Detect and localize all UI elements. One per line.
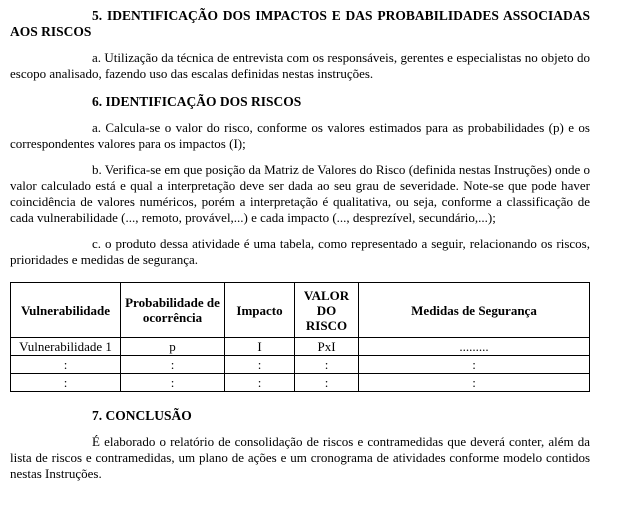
section-5-paragraph-a: a. Utilização da técnica de entrevista com os responsáveis, gerentes e especialistas no objeto do escopo analisado, fazendo uso das escalas definidas nestas instruções. — [10, 50, 590, 81]
table-cell: I — [225, 338, 295, 356]
header-vulnerabilidade: Vulnerabilidade — [11, 283, 121, 338]
table-cell: : — [11, 356, 121, 374]
section-7-paragraph: É elaborado o relatório de consolidação de riscos e contramedidas que deverá conter, além da lista de riscos e contramedidas, um plano de ações e um cronograma de atividades conforme modelo contidos nestas Instruções. — [10, 434, 590, 481]
header-impacto: Impacto — [225, 283, 295, 338]
section-6-title: 6. IDENTIFICAÇÃO DOS RISCOS — [92, 94, 302, 109]
table-row — [11, 338, 590, 356]
header-probabilidade: Probabilidade de ocorrência — [121, 283, 225, 338]
section-5-title-line2: AOS RISCOS — [10, 24, 92, 39]
table-cell: : — [295, 374, 359, 392]
table-header-row — [11, 283, 590, 338]
table-cell: : — [225, 356, 295, 374]
table-cell: : — [225, 374, 295, 392]
table-cell: : — [359, 374, 590, 392]
table-cell: ......... — [359, 338, 590, 356]
table-cell: : — [121, 356, 225, 374]
table-cell: : — [121, 374, 225, 392]
section-6-paragraph-c: c. o produto dessa atividade é uma tabela, como representado a seguir, relacionando os riscos, prioridades e medidas de segurança. — [10, 236, 590, 267]
header-valor-risco: VALOR DO RISCO — [295, 283, 359, 338]
section-6-paragraph-a: a. Calcula-se o valor do risco, conforme os valores estimados para as probabilidades (p) e os correspondentes valores para os impactos (I); — [10, 120, 590, 151]
table-row — [11, 374, 590, 392]
section-5-title — [10, 8, 590, 40]
table-cell: PxI — [295, 338, 359, 356]
section-7-title: 7. CONCLUSÃO — [92, 408, 192, 423]
table-cell: p — [121, 338, 225, 356]
risk-table — [10, 282, 590, 392]
table-cell: : — [295, 356, 359, 374]
header-medidas: Medidas de Segurança — [359, 283, 590, 338]
section-5-title-line1: 5. IDENTIFICAÇÃO DOS IMPACTOS E DAS PROBABILIDADES ASSOCIADAS — [92, 8, 590, 23]
table-cell: : — [359, 356, 590, 374]
table-row — [11, 356, 590, 374]
document-page — [10, 8, 590, 482]
section-6-paragraph-b: b. Verifica-se em que posição da Matriz de Valores do Risco (definida nestas Instruções) onde o valor calculado está e qual a interpretação deve ser dada ao seu grau de severidade. Note-se que pode haver coincidência de valores numéricos, porém a interpretação é qualitativa, ou seja, conforme a classificação de cada vulnerabilidade (..., remoto, provável,...) e cada impacto (..., desprezível, secundário,...); — [10, 162, 590, 225]
table-cell: : — [11, 374, 121, 392]
table-cell: Vulnerabilidade 1 — [11, 338, 121, 356]
